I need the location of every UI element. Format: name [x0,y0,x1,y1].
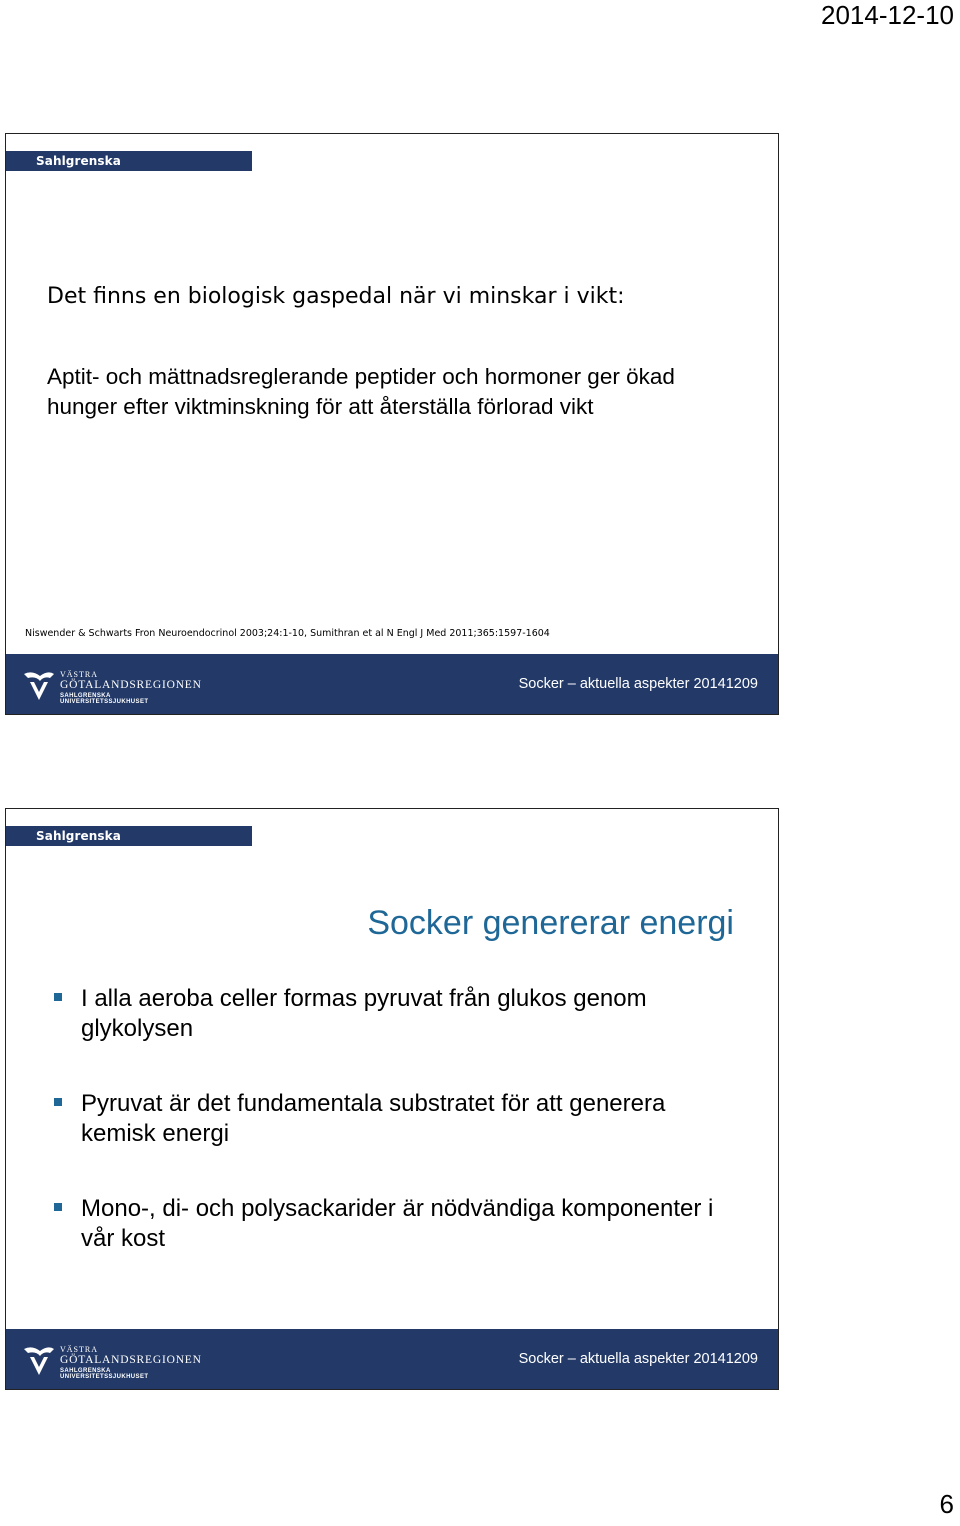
logo-line-1: VÄSTRA [60,670,99,679]
bullet-text: I alla aeroba celler formas pyruvat från glukos genom glykolysen [81,985,647,1042]
page-date: 2014-12-10 [821,0,954,30]
slide-footer [6,654,778,714]
page-number: 6 [939,1489,954,1519]
vgr-logo-icon [22,1343,56,1377]
bullet-item [54,1089,744,1149]
vgr-logo-icon [22,668,56,702]
bullet-item [54,984,744,1044]
slide-1 [5,133,779,715]
hospital-header-bar: Sahlgrenska Universitetssjukhuset [6,826,252,846]
slide-footer [6,1329,778,1389]
bullet-item [54,1194,744,1254]
logo-line-3: SAHLGRENSKA UNIVERSITETSSJUKHUSET [60,1368,149,1380]
square-bullet-icon [54,993,62,1001]
square-bullet-icon [54,1203,62,1211]
vgr-logo [22,668,202,705]
footer-title: Socker – aktuella aspekter 20141209 [518,676,758,692]
bullet-text: Pyruvat är det fundamentala substratet för att generera kemisk energi [81,1090,666,1147]
square-bullet-icon [54,1098,62,1106]
reference-citation: Niswender & Schwarts Fron Neuroendocrinol 2003;24:1-10, Sumithran et al N Engl J Med 2011;365:1597-1604 [25,628,550,639]
bullet-list [54,984,744,1299]
slide-title: Socker genererar energi [367,904,734,942]
vgr-logo [22,1343,202,1380]
footer-title: Socker – aktuella aspekter 20141209 [518,1351,758,1367]
hospital-header-bar: Sahlgrenska Universitetssjukhuset [6,151,252,171]
slide-body-text: Aptit- och mättnadsreglerande peptider och hormoner ger ökad hunger efter viktminskning för att återställa förlorad vikt [47,364,675,419]
logo-line-1: VÄSTRA [60,1345,99,1354]
slide-title: Det finns en biologisk gaspedal när vi minskar i vikt: [47,284,625,309]
bullet-text: Mono-, di- och polysackarider är nödvändiga komponenter i vår kost [81,1195,714,1252]
logo-line-3: SAHLGRENSKA UNIVERSITETSSJUKHUSET [60,693,149,705]
logo-line-2: GÖTALANDSREGIONEN [60,1354,202,1366]
logo-line-2: GÖTALANDSREGIONEN [60,679,202,691]
slide-2 [5,808,779,1390]
